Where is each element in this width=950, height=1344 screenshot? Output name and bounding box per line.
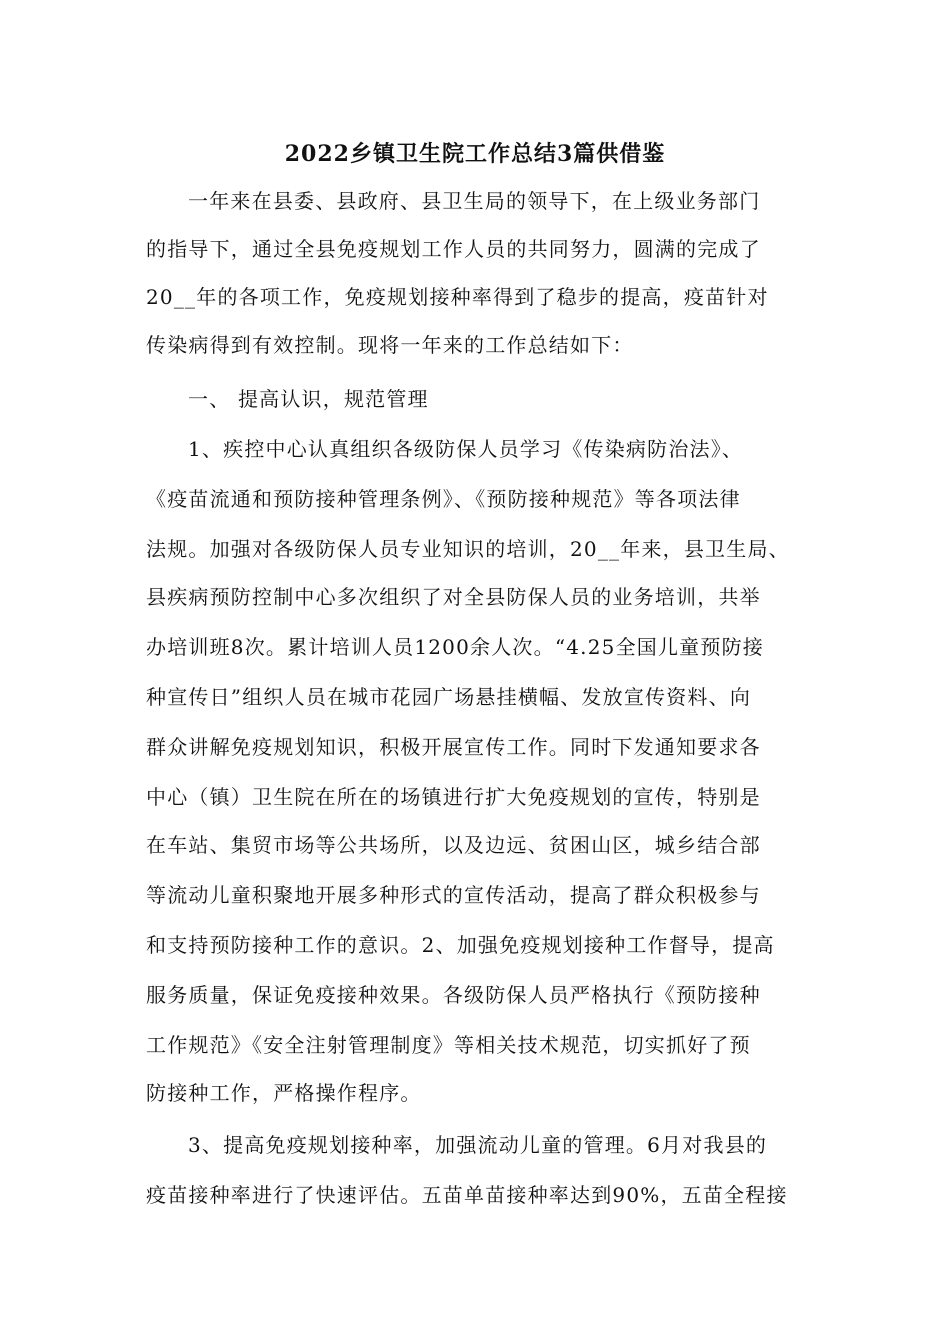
paragraph-line: 防接种工作，严格操作程序。 xyxy=(146,1081,422,1105)
paragraph-line: 疫苗接种率进行了快速评估。五苗单苗接种率达到90%，五苗全程接 xyxy=(146,1183,788,1207)
paragraph-line: 1、疾控中心认真组织各级防保人员学习《传染病防治法》、 xyxy=(188,437,744,461)
paragraph-line: 工作规范》《安全注射管理制度》等相关技术规范，切实抓好了预 xyxy=(146,1033,751,1057)
paragraph-line: 和支持预防接种工作的意识。2、加强免疫规划接种工作督导，提高 xyxy=(146,933,775,957)
paragraph-line: 《疫苗流通和预防接种管理条例》、《预防接种规范》等各项法律 xyxy=(146,487,741,511)
paragraph-line: 法规。加强对各级防保人员专业知识的培训，20__年来，县卫生局、 xyxy=(146,537,790,561)
paragraph-line: 县疾病预防控制中心多次组织了对全县防保人员的业务培训，共举 xyxy=(146,585,761,609)
section-heading: 一、 提高认识，规范管理 xyxy=(188,387,429,411)
paragraph-line: 服务质量，保证免疫接种效果。各级防保人员严格执行《预防接种 xyxy=(146,983,761,1007)
paragraph-line: 种宣传日”组织人员在城市花园广场悬挂横幅、发放宣传资料、向 xyxy=(146,685,752,709)
paragraph-line: 一年来在县委、县政府、县卫生局的领导下，在上级业务部门 xyxy=(188,189,761,213)
paragraph-line: 20__年的各项工作，免疫规划接种率得到了稳步的提高，疫苗针对 xyxy=(146,285,769,309)
paragraph-line: 的指导下，通过全县免疫规划工作人员的共同努力，圆满的完成了 xyxy=(146,237,761,261)
paragraph-line: 3、提高免疫规划接种率，加强流动儿童的管理。6月对我县的 xyxy=(188,1133,768,1157)
paragraph-line: 传染病得到有效控制。现将一年来的工作总结如下： xyxy=(146,333,634,357)
paragraph-line: 群众讲解免疫规划知识，积极开展宣传工作。同时下发通知要求各 xyxy=(146,735,761,759)
document-title: 2022乡镇卫生院工作总结3篇供借鉴 xyxy=(284,141,666,167)
paragraph-line: 中心（镇）卫生院在所在的场镇进行扩大免疫规划的宣传，特别是 xyxy=(146,785,761,809)
paragraph-line: 办培训班8次。累计培训人员1200余人次。“4.25全国儿童预防接 xyxy=(146,635,764,659)
paragraph-line: 等流动儿童积聚地开展多种形式的宣传活动，提高了群众积极参与 xyxy=(146,883,761,907)
paragraph-line: 在车站、集贸市场等公共场所，以及边远、贫困山区，城乡结合部 xyxy=(146,833,761,857)
